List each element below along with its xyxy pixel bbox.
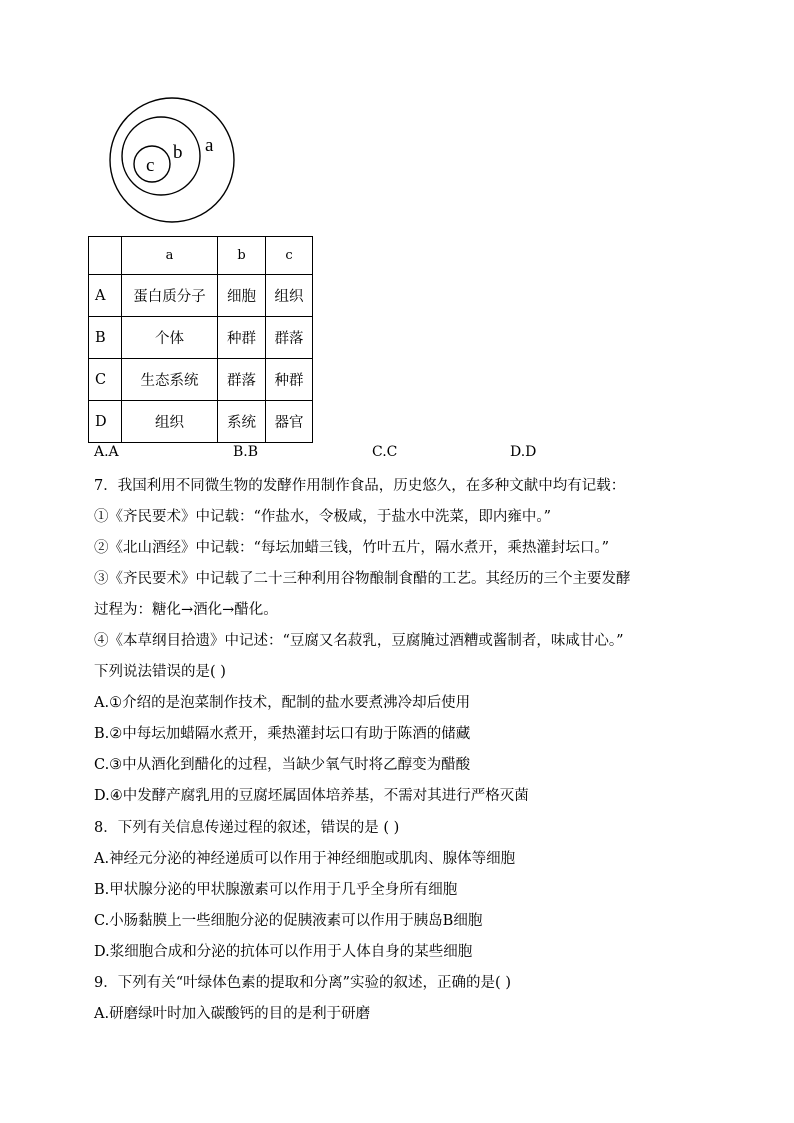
- table-cell: 群落: [218, 359, 266, 401]
- q8-option-a[interactable]: A.神经元分泌的神经递质可以作用于神经细胞或肌肉、腺体等细胞: [94, 851, 516, 867]
- choice-a[interactable]: A.A: [94, 444, 119, 460]
- q8-option-d[interactable]: D.浆细胞合成和分泌的抗体可以作用于人体自身的某些细胞: [94, 944, 473, 960]
- table-cell: b: [218, 237, 266, 275]
- table-cell: 细胞: [218, 275, 266, 317]
- q7-option-a[interactable]: A.①介绍的是泡菜制作技术，配制的盐水要煮沸冷却后使用: [94, 695, 471, 711]
- table-header-row: [89, 237, 313, 275]
- choice-c[interactable]: C.C: [372, 444, 398, 460]
- q7-item-3-cont: 过程为：糖化→酒化→醋化。: [94, 602, 278, 618]
- q8-stem: 8．下列有关信息传递过程的叙述，错误的是 ( ): [94, 820, 400, 836]
- table-row: [89, 275, 313, 317]
- nested-circles-diagram: [108, 96, 236, 224]
- table-cell: 个体: [122, 317, 218, 359]
- table-row: [89, 317, 313, 359]
- q7-stem: 7．我国利用不同微生物的发酵作用制作食品，历史悠久，在多种文献中均有记载：: [94, 478, 626, 494]
- circle-a: [110, 98, 234, 222]
- table-cell: 组织: [266, 275, 313, 317]
- table-cell: c: [266, 237, 313, 275]
- table-cell: 生态系统: [122, 359, 218, 401]
- choice-b[interactable]: B.B: [233, 444, 259, 460]
- q7-item-3: ③《齐民要术》中记载了二十三种利用谷物酿制食醋的工艺。其经历的三个主要发酵: [94, 571, 631, 587]
- q7-option-c[interactable]: C.③中从酒化到醋化的过程，当缺少氧气时将乙醇变为醋酸: [94, 757, 471, 773]
- q7-question: 下列说法错误的是( ): [94, 664, 226, 680]
- q9-option-a[interactable]: A.研磨绿叶时加入碳酸钙的目的是利于研磨: [94, 1006, 371, 1022]
- table-row: [89, 401, 313, 443]
- table-cell: A: [89, 275, 122, 317]
- label-c: c: [146, 155, 155, 176]
- label-a: a: [205, 135, 214, 156]
- q7-option-d[interactable]: D.④中发酵产腐乳用的豆腐坯属固体培养基，不需对其进行严格灭菌: [94, 788, 529, 804]
- q7-item-4: ④《本草纲目拾遗》中记述：“豆腐又名菽乳，豆腐腌过酒糟或酱制者，味咸甘心。”: [94, 633, 624, 649]
- q8-option-c[interactable]: C.小肠黏膜上一些细胞分泌的促胰液素可以作用于胰岛B细胞: [94, 913, 483, 929]
- table-cell: 种群: [218, 317, 266, 359]
- q7-option-b[interactable]: B.②中每坛加蜡隔水煮开，乘热灌封坛口有助于陈酒的储藏: [94, 726, 471, 742]
- choice-d[interactable]: D.D: [510, 444, 537, 460]
- table-cell: 种群: [266, 359, 313, 401]
- table-cell: 群落: [266, 317, 313, 359]
- table-cell: 器官: [266, 401, 313, 443]
- options-table: [88, 236, 313, 443]
- q8-option-b[interactable]: B.甲状腺分泌的甲状腺激素可以作用于几乎全身所有细胞: [94, 882, 458, 898]
- q9-stem: 9．下列有关“叶绿体色素的提取和分离”实验的叙述，正确的是( ): [94, 975, 511, 991]
- table-cell: a: [122, 237, 218, 275]
- table-cell: 系统: [218, 401, 266, 443]
- circle-b: [122, 117, 200, 195]
- table-cell: B: [89, 317, 122, 359]
- table-cell: 蛋白质分子: [122, 275, 218, 317]
- q7-item-2: ②《北山酒经》中记载：“每坛加蜡三钱，竹叶五片，隔水煮开，乘热灌封坛口。”: [94, 540, 610, 556]
- table-cell: 组织: [122, 401, 218, 443]
- table-cell: D: [89, 401, 122, 443]
- label-b: b: [173, 142, 183, 163]
- table-cell: C: [89, 359, 122, 401]
- table-cell: [89, 237, 122, 275]
- table-row: [89, 359, 313, 401]
- q7-item-1: ①《齐民要术》中记载：“作盐水，令极咸，于盐水中洗菜，即内雍中。”: [94, 509, 552, 525]
